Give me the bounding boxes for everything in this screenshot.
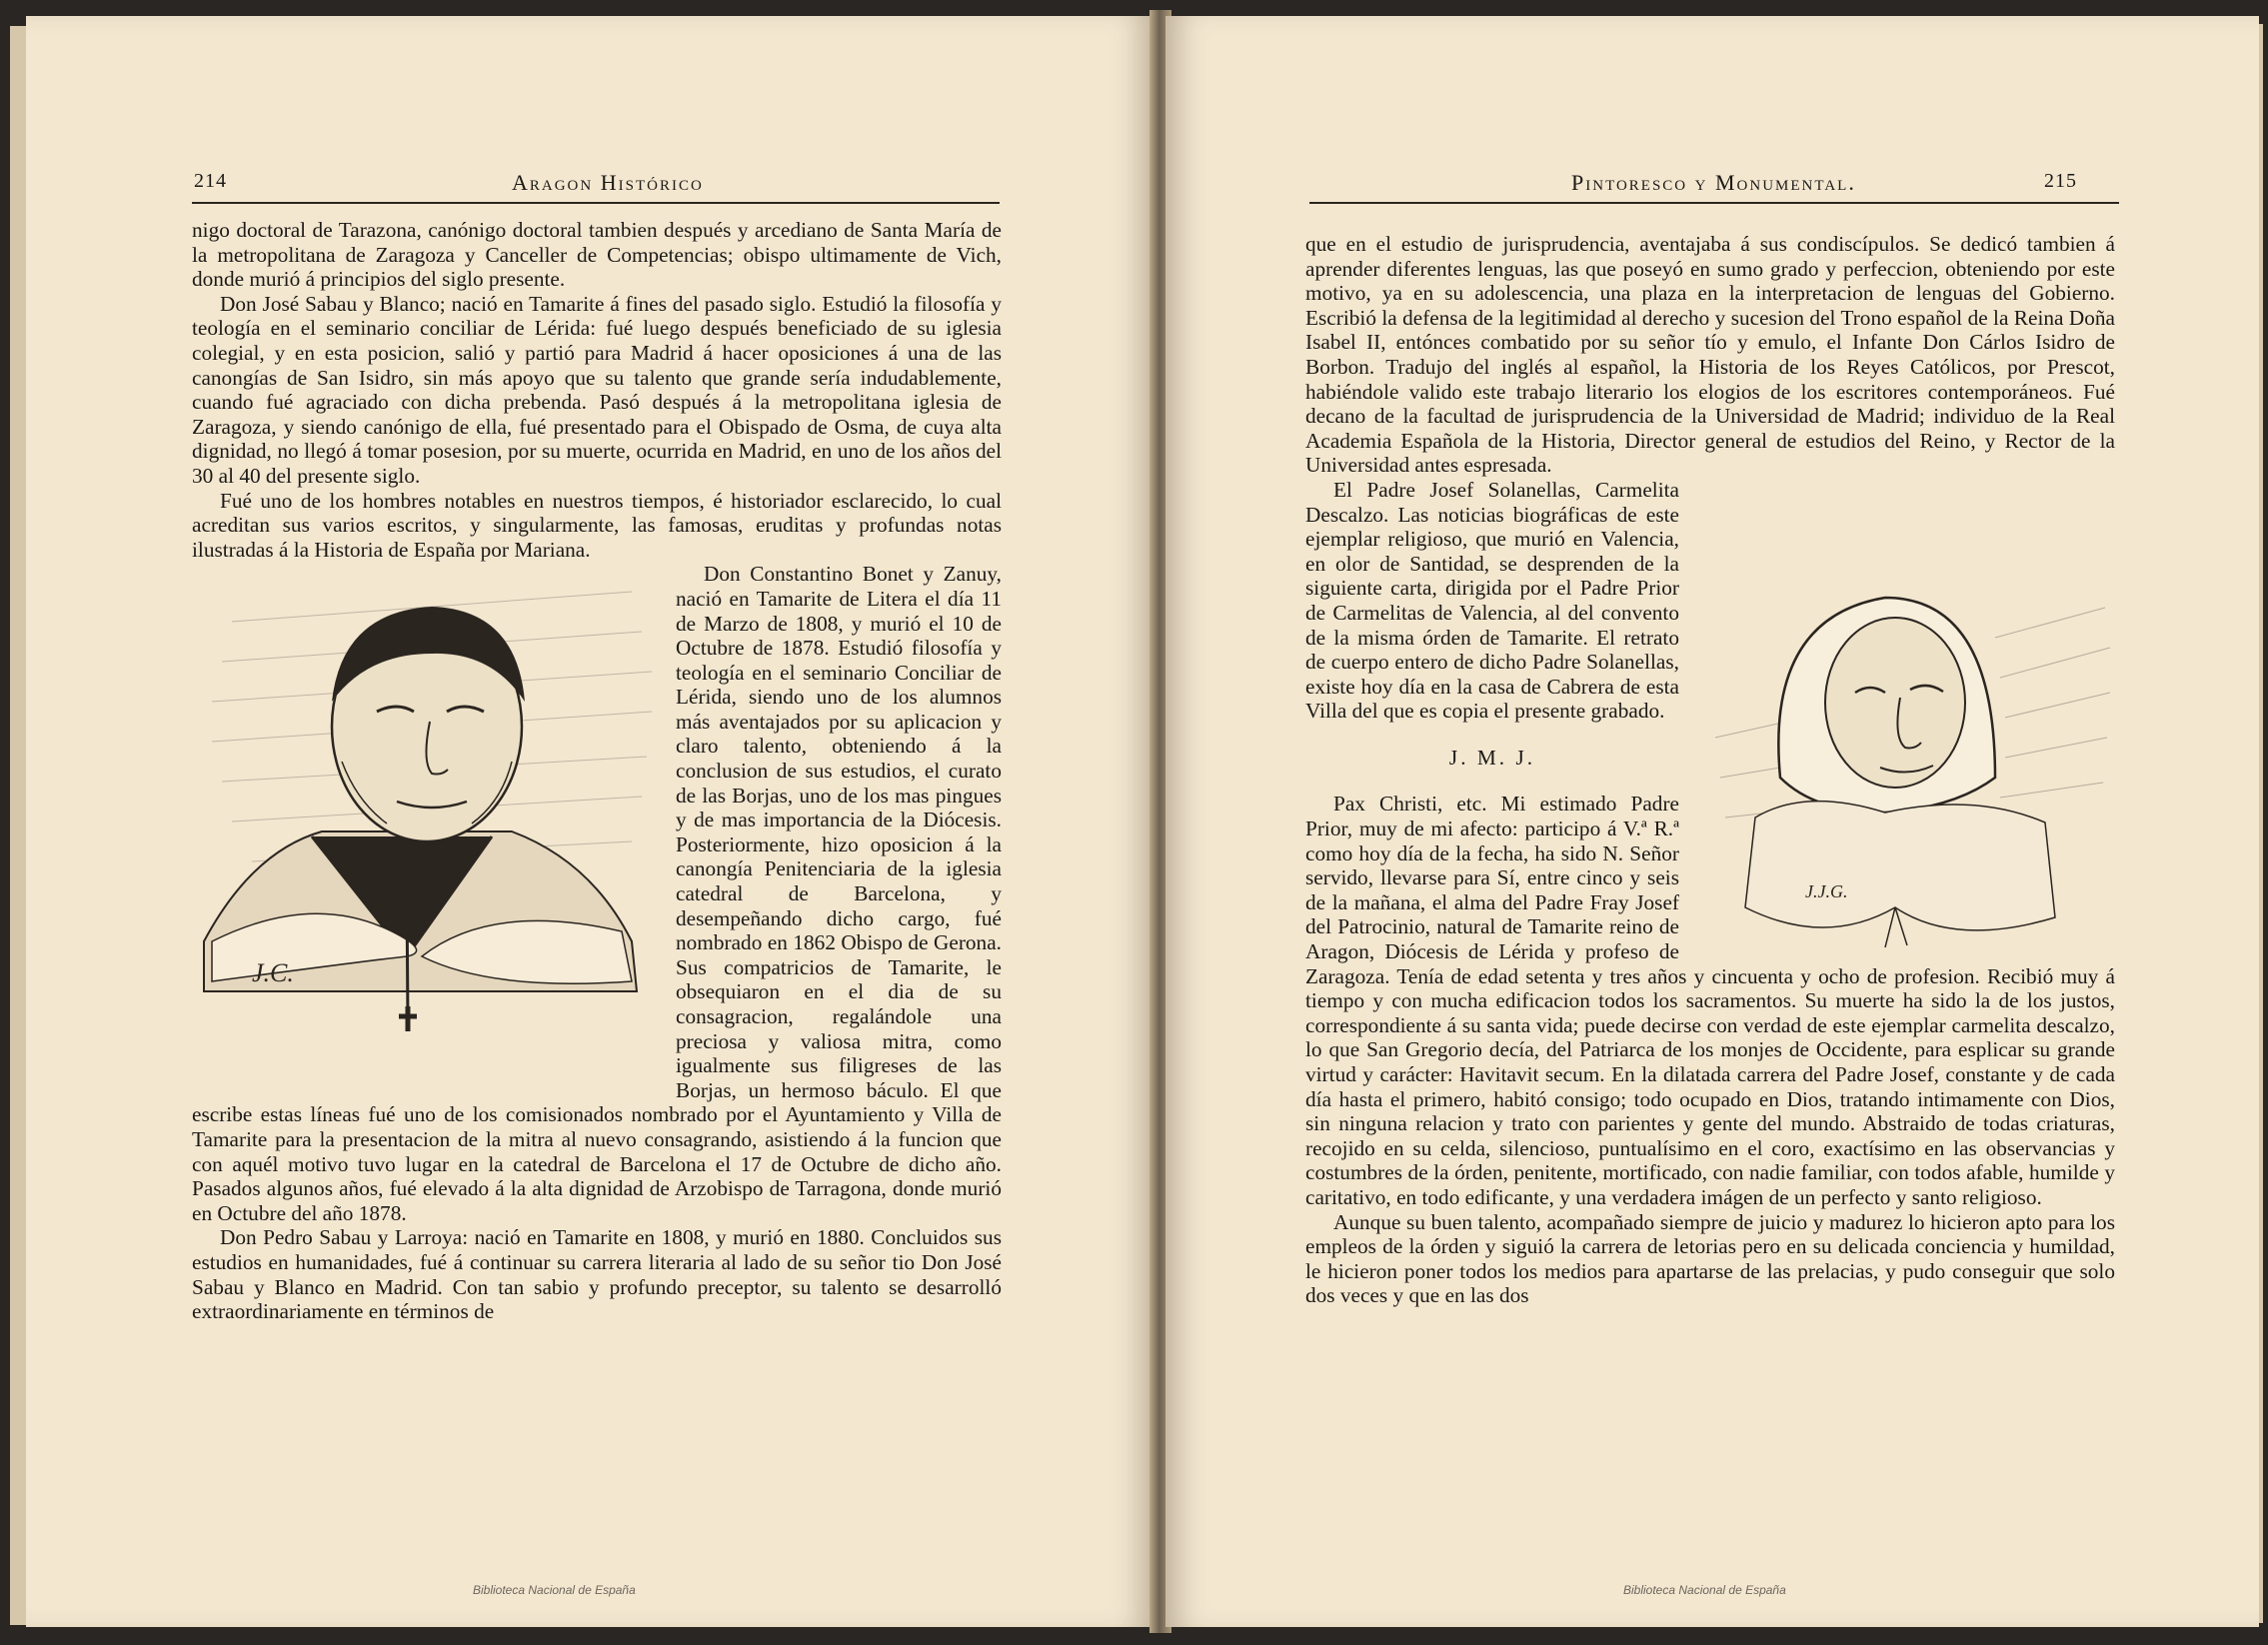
running-title-left: Aragon Histórico bbox=[512, 170, 704, 195]
left-illustration-signature: J.C. bbox=[252, 958, 294, 988]
paragraph-jose-sabau: Don José Sabau y Blanco; nació en Tamarite á fines del pasado siglo. Estudió la filosofía y teología en el seminario conciliar de Lérida: fué luego después beneficiado de su iglesia colegial, y en esta posicion, salió y partió para Madrid á hacer oposiciones á una de las canongías de San Isidro, sin más apoyo que su talento que grande sería indudablemente, cuando fué agraciado con dicha prebenda. Pasó después á la metropolitana iglesia de Zaragoza, y siendo canónigo de ella, fué presentado para el Obispado de Osma, de cuya alta dignidad, no llegó á tomar posesion, por su muerte, ocurrida en Madrid, en uno de los años del 30 al 40 del presente siglo. bbox=[192, 291, 1002, 488]
left-page-text bbox=[192, 218, 1002, 1324]
friar-portrait-engraving bbox=[1695, 578, 2115, 957]
letter-heading-jmj: J. M. J. bbox=[1448, 745, 1536, 770]
page-number-right: 215 bbox=[2044, 170, 2077, 192]
paragraph-constantino-bonet: Don Constantino Bonet y Zanuy, nació en Tamarite de Litera el día 11 de Marzo de 1808, y murió el 10 de Octubre de 1878. Estudió filosofía y teología en el seminario Conciliar de Lérida, siendo uno de los alumnos más aventajados por su aplicacion y claro talento, obteniendo á la conclusion de sus estudios, el curato de las Borjas, uno de los mas pingues y de mas importancia de la Diócesis. Posteriormente, hizo oposicion á la canongía Penitenciaria de la iglesia catedral de Barcelona, y desempeñando dicho cargo, fué nombrado en 1862 Obispo de Gerona. Sus compatricios de Tamarite, le obsequiaron en el dia de su consagracion, regalándole una preciosa y valiosa mitra, como igualmente sus filigreses de las Borjas, un hermoso báculo. El que escribe estas líneas fué uno de los comisionados nombrado por el Ayuntamiento y Villa de Tamarite para la presentacion de la mitra al nuevo consagrando, asistiendo á la funcion que con aquél motivo tuvo lugar en la catedral de Barcelona el 17 de Octubre de dicho año. Pasados algunos años, fué elevado á la alta dignidad de Arzobispo de Tarragona, donde murió en Octubre del año 1878. bbox=[192, 562, 1002, 1225]
right-page bbox=[1165, 16, 2259, 1627]
paragraph-josef-solanellas: El Padre Josef Solanellas, Carmelita Descalzo. Las noticias biográficas de este ejemplar religioso, que murió en Valencia, en olor de Santidad, se desprenden de la siguiente carta, dirigida por el Padre Prior de Carmelitas de Valencia, al del convento de la misma órden de Tamarite. El retrato de cuerpo entero de dicho Padre Solanellas, existe hoy día en la casa de Cabrera de esta Villa del que es copia el presente grabado. bbox=[1305, 477, 1679, 724]
right-page-header bbox=[1309, 166, 2119, 204]
paragraph-continuation: nigo doctoral de Tarazona, canónigo doctoral tambien después y arcediano de Santa María de la metropolitana de Zaragoza y Canceller de Competencias; obispo ultimamente de Vich, donde murió á principios del siglo presente. bbox=[192, 218, 1002, 292]
paragraph-pedro-sabau: Don Pedro Sabau y Larroya: nació en Tamarite en 1808, y murió en 1880. Concluidos sus estudios en humanidades, fué á continuar su carrera literaria al lado de su señor tio Don José Sabau y Blanco en Madrid. Con tan sabio y profundo preceptor, su talento se desarrolló extraordinariamente en términos de bbox=[192, 1225, 1002, 1324]
paragraph-letter: Pax Christi, etc. Mi estimado Padre Prior, muy de mi afecto: participo á V.ª R.ª como hoy día de la fecha, ha sido N. Señor servido, llevarse para Sí, entre cinco y seis de la mañana, el alma del Padre Fray Josef del Patrocinio, natural de Tamarite reino de Aragon, Diócesis de Lérida y profeso de Zaragoza. Tenía de edad setenta y tres años y cincuenta y ocho de profesion. Recibió muy á tiempo y con mucha edificacion todos los sacramentos. Su muerte ha sido la de los justos, correspondiente á su santa vida; puede decirse con verdad de este ejemplar carmelita descalzo, lo que San Gregorio decía, del Patriarca de los monjes de Occidente, para esplicar su grande virtud y carácter: Havitavit secum. En la dilatada carrera del Padre Josef, constante y de cada día hasta el primero, habitó consigo; todo ocupado en Dios, tratando intimamente con Dios, sin ninguna relacion y trato con parientes y gente del mundo. Abstraido de todas criaturas, recojido en su celda, silencioso, puntualísimo en el coro, exactísimo en las observancias y costumbres de la órden, penitente, mortificado, con nadie familiar, con todos afable, humilde y caritativo, en todo edificante, y una verdadera imágen de un perfecto y santo religioso. bbox=[1305, 792, 2115, 1209]
right-illustration-signature: J.J.G. bbox=[1805, 880, 1848, 901]
paragraph-historiador: Fué uno de los hombres notables en nuestros tiempos, é historiador esclarecido, lo cual acreditan sus varios escritos, y singularmente, las famosas, eruditas y profundas notas ilustradas á la Historia de España por Mariana. bbox=[192, 488, 1002, 562]
left-page-header bbox=[192, 166, 1000, 204]
paragraph-letter-continued: Aunque su buen talento, acompañado siempre de juicio y madurez lo hicieron apto para los empleos de la órden y siguió la carrera de letorias pero en su delicada conciencia y humildad, le hicieron poner todos los medios para apartarse de las prelacias, y pudo conseguir que solo dos veces y que en las dos bbox=[1305, 1209, 2115, 1308]
paragraph-continuation-right: que en el estudio de jurisprudencia, aventajaba á sus condiscípulos. Se dedicó tambien á aprender diferentes lenguas, las que poseyó en sumo grado y perfeccion, obteniendo por este motivo, ya en su adolescencia, una plaza en la interpretacion de lenguas del Gobierno. Escribió la defensa de la legitimidad al derecho y sucesion del Trono español de la Reina Doña Isabel II, entónces combatido por su señor tío y emulo, el Infante Don Cárlos Isidro de Borbon. Tradujo del inglés al español, la Historia de los Reyes Católicos, por Prescot, habiéndole valido este trabajo literario los elogios de los escritores contemporáneos. Fué decano de la facultad de jurisprudencia de la Universidad de Madrid; individuo de la Real Academia Española de la Historia, Director general de estudios del Reino, y Rector de la Universidad antes espresada. bbox=[1305, 232, 2115, 478]
left-page bbox=[26, 16, 1155, 1627]
page-number-left: 214 bbox=[194, 170, 227, 192]
bishop-portrait-engraving bbox=[192, 562, 662, 1081]
footer-left: Biblioteca Nacional de España bbox=[473, 1583, 636, 1597]
footer-right: Biblioteca Nacional de España bbox=[1623, 1583, 1786, 1597]
right-page-text bbox=[1305, 232, 2115, 1308]
running-title-right: Pintoresco y Monumental. bbox=[1571, 170, 1856, 195]
